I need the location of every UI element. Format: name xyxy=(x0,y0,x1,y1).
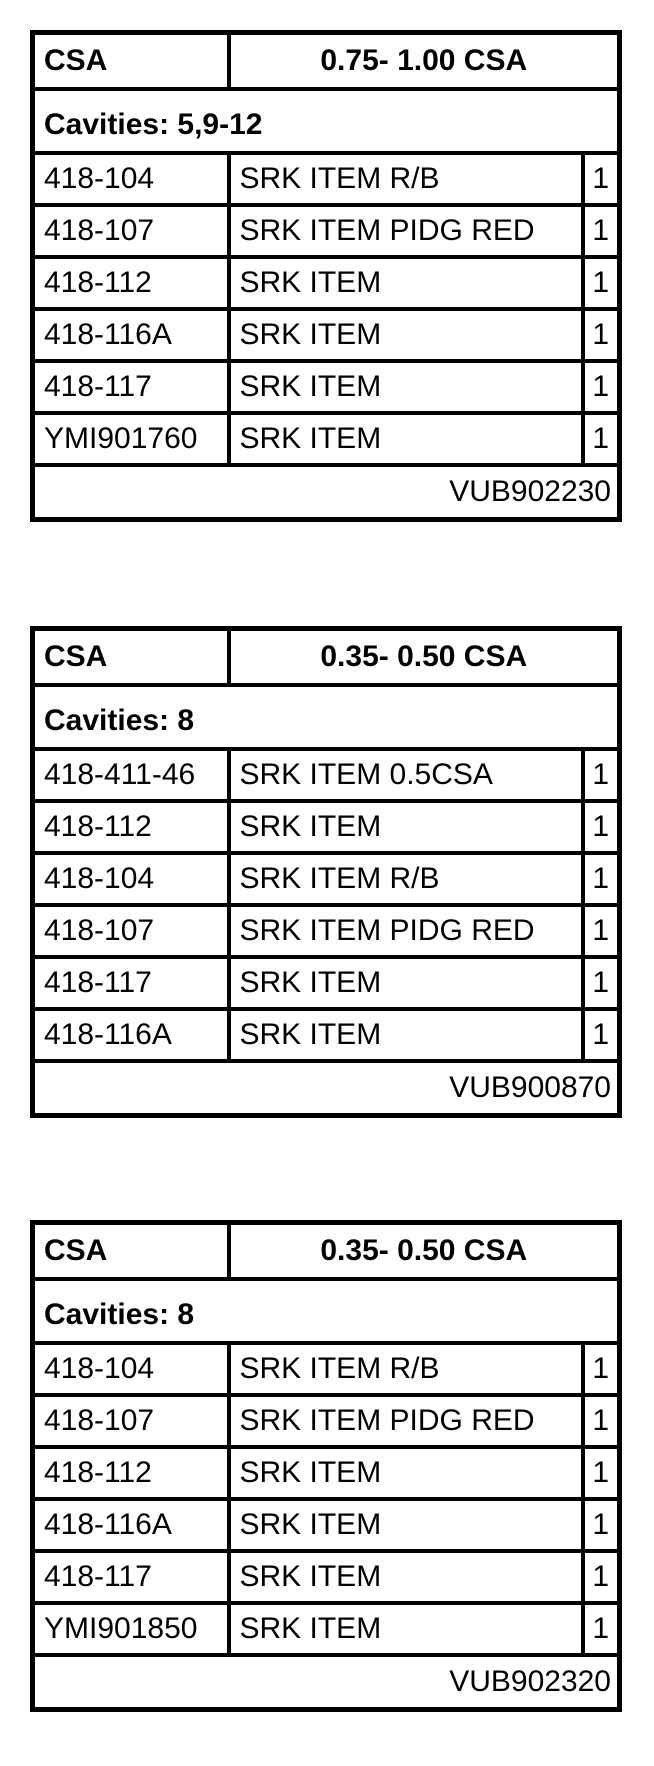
table-row xyxy=(33,1343,620,1395)
part-number: 418-107 xyxy=(33,905,229,957)
part-number: 418-112 xyxy=(33,801,229,853)
csa-label: CSA xyxy=(33,629,229,686)
part-description: SRK ITEM PIDG RED xyxy=(229,205,583,257)
part-description: SRK ITEM xyxy=(229,309,583,361)
part-quantity: 1 xyxy=(583,957,620,1009)
table-row xyxy=(33,749,620,801)
part-description: SRK ITEM R/B xyxy=(229,153,583,205)
table-row xyxy=(33,1603,620,1655)
table-row xyxy=(33,413,620,465)
cavities-row xyxy=(33,1279,620,1343)
part-description: SRK ITEM xyxy=(229,1499,583,1551)
part-description: SRK ITEM PIDG RED xyxy=(229,1395,583,1447)
part-number: 418-116A xyxy=(33,1499,229,1551)
part-quantity: 1 xyxy=(583,153,620,205)
part-description: SRK ITEM xyxy=(229,1603,583,1655)
part-quantity: 1 xyxy=(583,1343,620,1395)
part-quantity: 1 xyxy=(583,1499,620,1551)
part-quantity: 1 xyxy=(583,801,620,853)
table-header-row xyxy=(33,629,620,686)
part-description: SRK ITEM 0.5CSA xyxy=(229,749,583,801)
part-number: 418-107 xyxy=(33,205,229,257)
part-description: SRK ITEM xyxy=(229,361,583,413)
part-description: SRK ITEM xyxy=(229,1447,583,1499)
part-description: SRK ITEM xyxy=(229,801,583,853)
part-number: 418-117 xyxy=(33,361,229,413)
part-description: SRK ITEM xyxy=(229,957,583,1009)
csa-range: 0.35- 0.50 CSA xyxy=(229,1223,620,1280)
csa-range: 0.35- 0.50 CSA xyxy=(229,629,620,686)
table-row xyxy=(33,257,620,309)
csa-label: CSA xyxy=(33,1223,229,1280)
table-header-row xyxy=(33,1223,620,1280)
part-number: 418-104 xyxy=(33,853,229,905)
part-number: YMI901760 xyxy=(33,413,229,465)
assembly-code: VUB902320 xyxy=(33,1655,620,1710)
part-quantity: 1 xyxy=(583,853,620,905)
part-quantity: 1 xyxy=(583,1009,620,1061)
csa-table-2 xyxy=(30,626,622,1118)
part-quantity: 1 xyxy=(583,361,620,413)
table-row xyxy=(33,1395,620,1447)
part-description: SRK ITEM R/B xyxy=(229,853,583,905)
table-row xyxy=(33,1551,620,1603)
part-description: SRK ITEM xyxy=(229,1551,583,1603)
part-quantity: 1 xyxy=(583,413,620,465)
part-quantity: 1 xyxy=(583,905,620,957)
part-description: SRK ITEM PIDG RED xyxy=(229,905,583,957)
table-row xyxy=(33,1447,620,1499)
part-quantity: 1 xyxy=(583,205,620,257)
part-description: SRK ITEM xyxy=(229,413,583,465)
part-description: SRK ITEM xyxy=(229,257,583,309)
part-number: 418-104 xyxy=(33,1343,229,1395)
part-description: SRK ITEM xyxy=(229,1009,583,1061)
part-number: 418-117 xyxy=(33,1551,229,1603)
cavities-row xyxy=(33,685,620,749)
part-quantity: 1 xyxy=(583,1551,620,1603)
csa-table-1 xyxy=(30,30,622,522)
table-row xyxy=(33,205,620,257)
csa-label: CSA xyxy=(33,33,229,90)
part-number: 418-411-46 xyxy=(33,749,229,801)
part-number: 418-116A xyxy=(33,309,229,361)
assembly-code: VUB900870 xyxy=(33,1061,620,1116)
part-number: 418-112 xyxy=(33,257,229,309)
part-quantity: 1 xyxy=(583,749,620,801)
table-row xyxy=(33,1499,620,1551)
part-quantity: 1 xyxy=(583,1395,620,1447)
table-row xyxy=(33,853,620,905)
assembly-code: VUB902230 xyxy=(33,465,620,520)
cavities-row xyxy=(33,89,620,153)
part-number: 418-107 xyxy=(33,1395,229,1447)
table-row xyxy=(33,1009,620,1061)
part-number: 418-116A xyxy=(33,1009,229,1061)
table-header-row xyxy=(33,33,620,90)
part-quantity: 1 xyxy=(583,1447,620,1499)
table-row xyxy=(33,309,620,361)
table-row xyxy=(33,957,620,1009)
part-number: 418-112 xyxy=(33,1447,229,1499)
table-row xyxy=(33,905,620,957)
code-row xyxy=(33,465,620,520)
cavities-label: Cavities: 8 xyxy=(33,1279,620,1343)
part-quantity: 1 xyxy=(583,309,620,361)
csa-table-3 xyxy=(30,1220,622,1712)
cavities-label: Cavities: 8 xyxy=(33,685,620,749)
csa-range: 0.75- 1.00 CSA xyxy=(229,33,620,90)
part-number: 418-117 xyxy=(33,957,229,1009)
part-quantity: 1 xyxy=(583,1603,620,1655)
table-row xyxy=(33,801,620,853)
code-row xyxy=(33,1655,620,1710)
cavities-label: Cavities: 5,9-12 xyxy=(33,89,620,153)
table-row xyxy=(33,153,620,205)
table-row xyxy=(33,361,620,413)
code-row xyxy=(33,1061,620,1116)
part-number: 418-104 xyxy=(33,153,229,205)
part-description: SRK ITEM R/B xyxy=(229,1343,583,1395)
part-quantity: 1 xyxy=(583,257,620,309)
part-number: YMI901850 xyxy=(33,1603,229,1655)
